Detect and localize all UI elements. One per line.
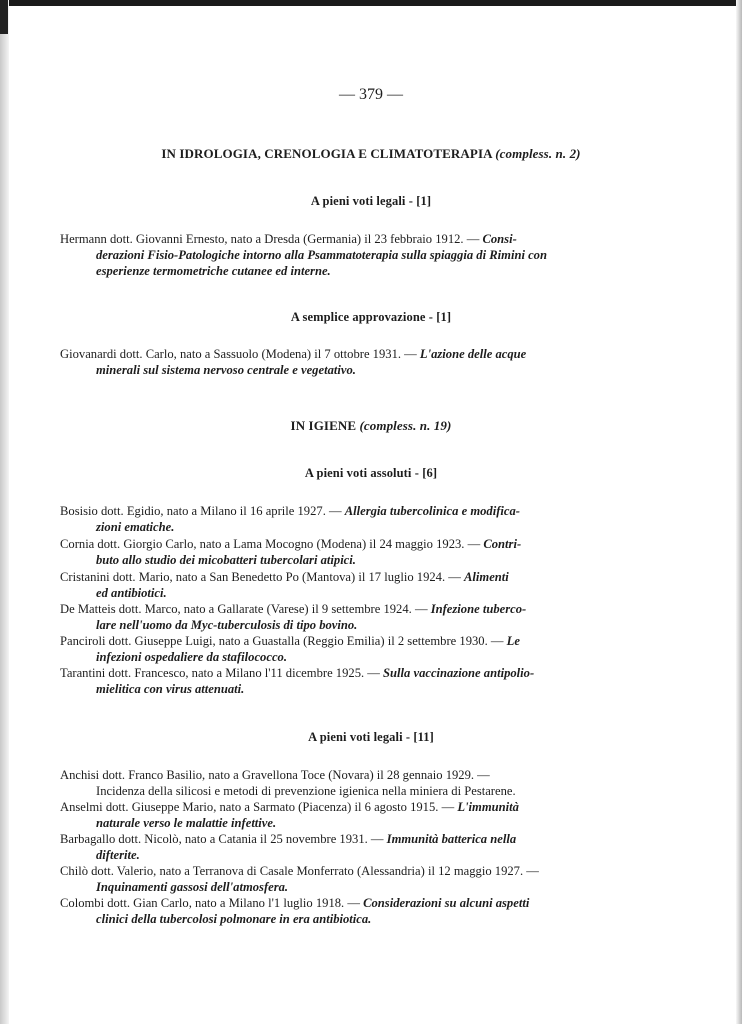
page-number: — 379 — [339,86,403,103]
main-heading-count: (compless. n. 2) [495,146,581,161]
igiene-heading [0,418,742,434]
main-heading-text: IN IDROLOGIA, CRENOLOGIA E CLIMATOTERAPIA [161,146,492,161]
list-item: Barbagallo dott. Nicolò, nato a Catania il 25 novembre 1931. — Immunità batterica nella difterite. [60,832,517,862]
section3-subheading: A pieni voti assoluti - [6] [304,466,438,480]
section2-subheading: A semplice approvazione - [1] [290,310,452,324]
list-item: Bosisio dott. Egidio, nato a Milano il 16 aprile 1927. — Allergia tubercolinica e modifica- zioni ematiche. [60,504,520,534]
list-item: Chilò dott. Valerio, nato a Terranova di Casale Monferrato (Alessandria) il 12 maggio 1927. — Inquinamenti gassosi dell'atmosfera. [60,864,539,894]
list-item: Panciroli dott. Giuseppe Luigi, nato a Guastalla (Reggio Emilia) il 2 settembre 1930. — Le infezioni ospedaliere da stafilococco. [60,634,520,664]
list-item: Colombi dott. Gian Carlo, nato a Milano l'1 luglio 1918. — Considerazioni su alcuni aspetti clinici della tubercolosi polmonare in era antibiotica. [60,896,530,926]
list-item: Tarantini dott. Francesco, nato a Milano l'11 dicembre 1925. — Sulla vaccinazione antipolio- mielitica con virus attenuati. [60,666,535,696]
section1-subheading: A pieni voti legali - [1] [310,194,432,208]
main-heading [0,146,742,162]
scan-corner-mark [0,0,8,34]
igiene-heading-text: IN IGIENE [290,418,357,433]
list-item: Giovanardi dott. Carlo, nato a Sassuolo (Modena) il 7 ottobre 1931. — L'azione delle acque minerali sul sistema nervoso centrale e vegetativo. [60,347,527,377]
list-item: De Matteis dott. Marco, nato a Gallarate (Varese) il 9 settembre 1924. — Infezione tuberco- lare nell'uomo da Myc-tuberculosis di tipo bovino. [60,602,527,632]
section4-subheading: A pieni voti legali - [11] [308,730,434,744]
list-item: Hermann dott. Giovanni Ernesto, nato a Dresda (Germania) il 23 febbraio 1912. — Consi- derazioni Fisio-Patologiche intorno alla Psammatoterapia sulla spiaggia di Rimini con esperienze termometriche cutanee ed interne. [60,232,547,278]
list-item: Anchisi dott. Franco Basilio, nato a Gravellona Toce (Novara) il 28 gennaio 1929. — Incidenza della silicosi e metodi di prevenzione igienica nella miniera di Pestarene. [60,768,516,798]
list-item: Cornia dott. Giorgio Carlo, nato a Lama Mocogno (Modena) il 24 maggio 1923. — Contri- buto allo studio dei micobatteri tubercolari atipici. [60,537,522,567]
igiene-heading-count: (compless. n. 19) [359,418,452,433]
scan-top-edge [0,0,742,6]
list-item: Cristanini dott. Mario, nato a San Benedetto Po (Mantova) il 17 luglio 1924. — Alimenti ed antibiotici. [60,570,509,600]
list-item: Anselmi dott. Giuseppe Mario, nato a Sarmato (Piacenza) il 6 agosto 1915. — L'immunità naturale verso le malattie infettive. [60,800,519,830]
